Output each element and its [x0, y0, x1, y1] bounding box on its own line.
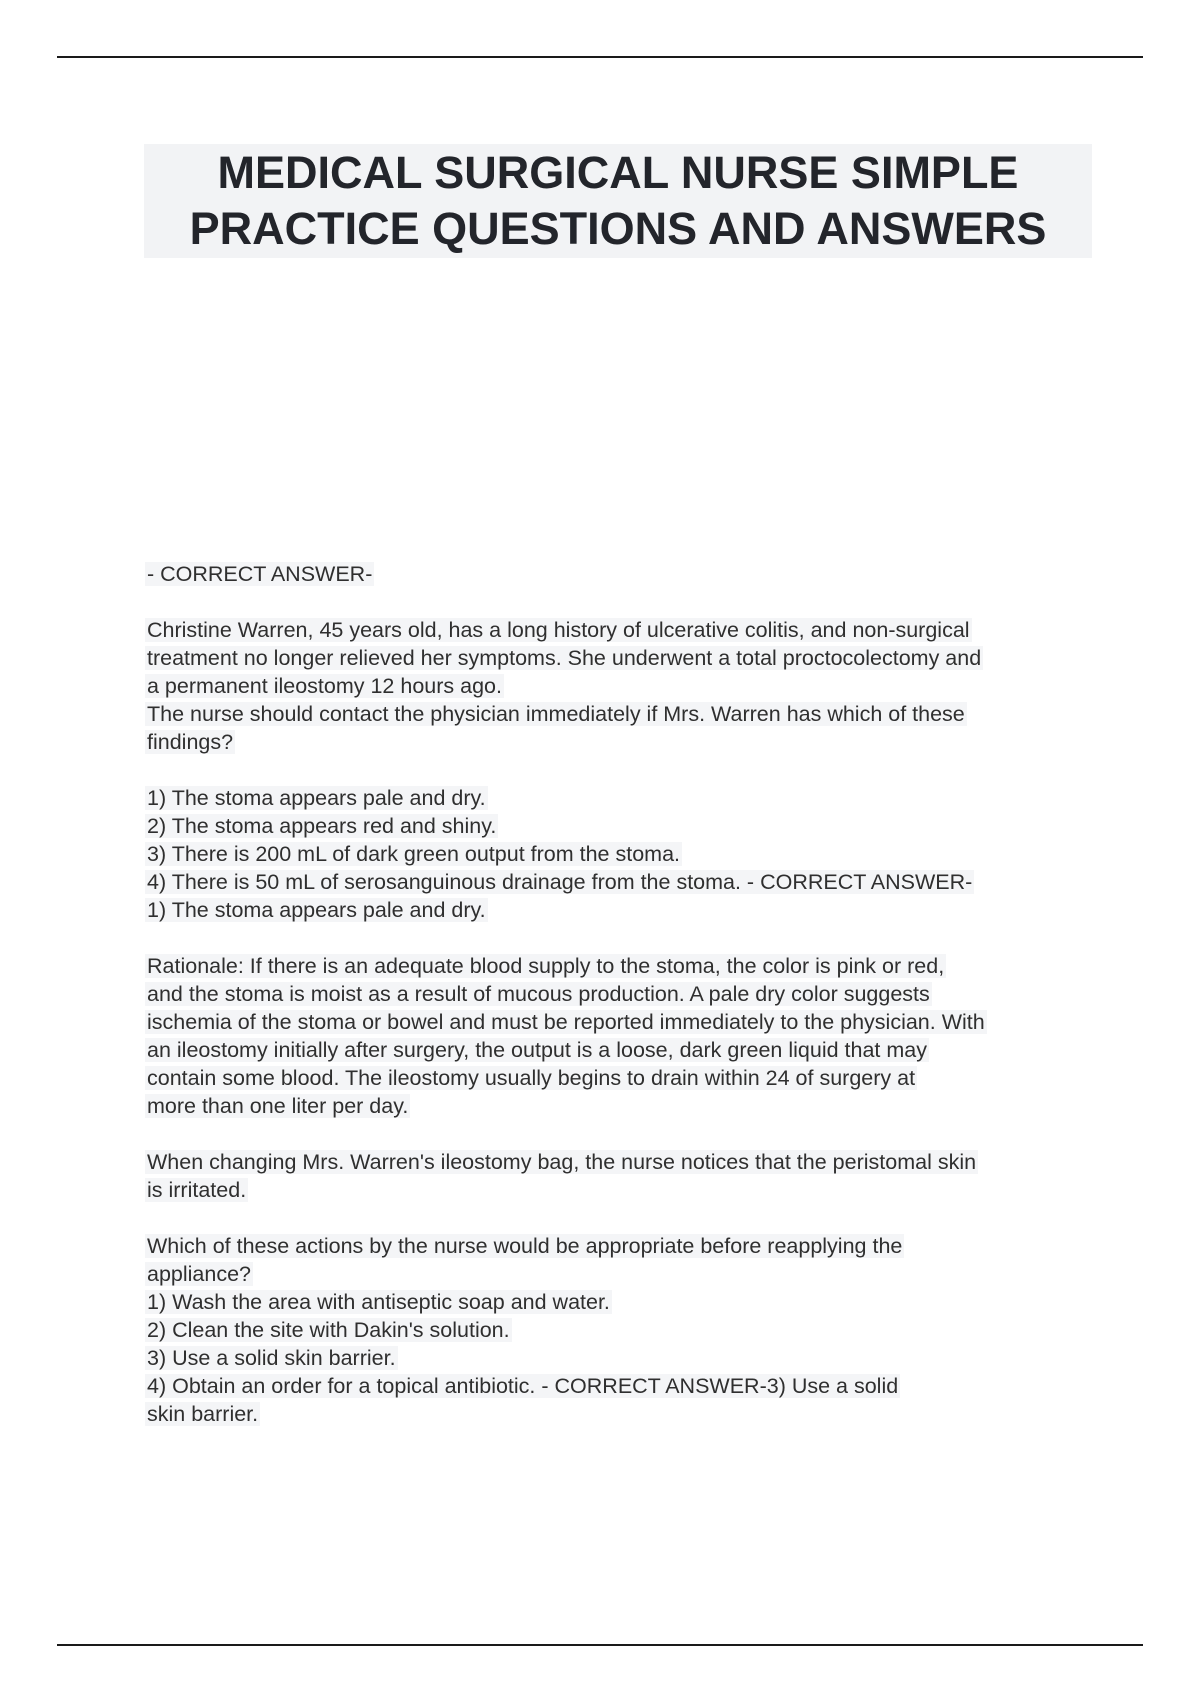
- question-2: [145, 1148, 1095, 1428]
- q2-stem-line: Which of these actions by the nurse would be appropriate before reapplying the: [147, 1234, 903, 1258]
- title-line-1: MEDICAL SURGICAL NURSE SIMPLE: [217, 147, 1019, 198]
- q1-stem-line: Christine Warren, 45 years old, has a long history of ulcerative colitis, and non-surgical: [147, 618, 970, 642]
- q1-rationale-line: ischemia of the stoma or bowel and must be reported immediately to the physician. With: [147, 1010, 985, 1034]
- question-1: [145, 616, 1095, 1120]
- q2-option: 3) Use a solid skin barrier.: [147, 1346, 396, 1370]
- q1-stem-line: treatment no longer relieved her symptoms. She underwent a total proctocolectomy and: [147, 646, 982, 670]
- document-body: [145, 560, 1095, 1428]
- document-title: [144, 144, 1092, 258]
- q1-answer: 1) The stoma appears pale and dry.: [147, 898, 486, 922]
- title-line-2: PRACTICE QUESTIONS AND ANSWERS: [189, 203, 1047, 254]
- q1-option: 1) The stoma appears pale and dry.: [147, 786, 486, 810]
- q2-scenario-line: When changing Mrs. Warren's ileostomy bag, the nurse notices that the peristomal skin: [147, 1150, 977, 1174]
- q1-stem-line: findings?: [147, 730, 234, 754]
- q1-option: 3) There is 200 mL of dark green output from the stoma.: [147, 842, 680, 866]
- q1-option: 4) There is 50 mL of serosanguinous drainage from the stoma. - CORRECT ANSWER-: [147, 870, 973, 894]
- q2-option: 4) Obtain an order for a topical antibiotic. - CORRECT ANSWER-3) Use a solid: [147, 1374, 899, 1398]
- q1-stem-line: The nurse should contact the physician immediately if Mrs. Warren has which of these: [147, 702, 965, 726]
- q2-stem-line: appliance?: [147, 1262, 252, 1286]
- q1-rationale-line: Rationale: If there is an adequate blood supply to the stoma, the color is pink or red,: [147, 954, 945, 978]
- q1-rationale-line: more than one liter per day.: [147, 1094, 409, 1118]
- q2-option: 1) Wash the area with antiseptic soap and water.: [147, 1290, 610, 1314]
- q2-scenario-line: is irritated.: [147, 1178, 247, 1202]
- q1-rationale-line: contain some blood. The ileostomy usually begins to drain within 24 of surgery at: [147, 1066, 916, 1090]
- q1-stem-line: a permanent ileostomy 12 hours ago.: [147, 674, 502, 698]
- intro-answer: - CORRECT ANSWER-: [147, 562, 373, 586]
- q1-option: 2) The stoma appears red and shiny.: [147, 814, 497, 838]
- top-rule: [57, 56, 1143, 58]
- q1-rationale-line: an ileostomy initially after surgery, the output is a loose, dark green liquid that may: [147, 1038, 927, 1062]
- q2-answer: skin barrier.: [147, 1402, 259, 1426]
- bottom-rule: [57, 1644, 1143, 1646]
- q1-rationale-line: and the stoma is moist as a result of mucous production. A pale dry color suggests: [147, 982, 930, 1006]
- q2-option: 2) Clean the site with Dakin's solution.: [147, 1318, 510, 1342]
